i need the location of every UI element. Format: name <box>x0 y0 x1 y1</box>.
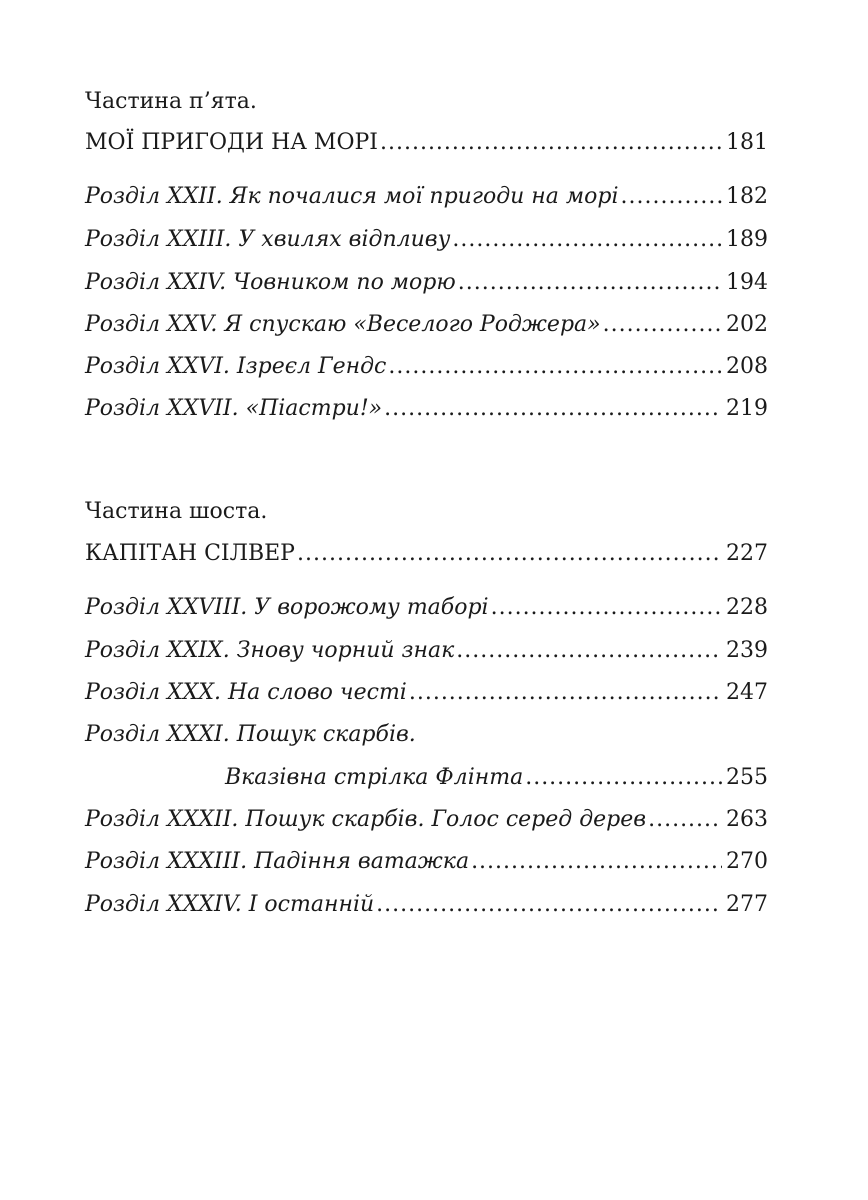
chapter-title: Розділ XXVI. Ізреєл Гендс <box>85 354 387 379</box>
page-number: 189 <box>726 227 768 252</box>
toc-entry <box>85 678 768 708</box>
dot-leader <box>525 763 722 793</box>
part-six-title-entry <box>85 539 768 569</box>
chapter-title-continuation: Вказівна стрілка Флінта <box>225 765 524 790</box>
chapter-title: Розділ XXII. Як почалися мої пригоди на морі <box>85 184 619 209</box>
dot-leader <box>458 268 722 298</box>
chapter-title: Розділ XXX. На слово честі <box>85 680 407 705</box>
dot-leader <box>388 352 722 382</box>
toc-entry <box>85 182 768 212</box>
page-number: 194 <box>726 270 768 295</box>
page-number: 202 <box>726 312 768 337</box>
dot-leader <box>380 128 722 158</box>
page-number: 247 <box>726 680 768 705</box>
toc-entry <box>225 763 768 793</box>
chapter-title: Розділ XXIV. Човником по морю <box>85 270 456 295</box>
table-of-contents <box>85 0 768 1200</box>
chapter-title: Розділ XXXIII. Падіння ватажка <box>85 849 470 874</box>
toc-entry <box>85 225 768 255</box>
chapter-title: Розділ XXXIV. І останній <box>85 892 375 917</box>
page-number: 239 <box>726 638 768 663</box>
toc-entry <box>85 394 768 424</box>
page-number: 182 <box>726 184 768 209</box>
chapter-title: Розділ XXIII. У хвилях відпливу <box>85 227 451 252</box>
dot-leader <box>452 225 722 255</box>
chapter-title: Розділ XXIX. Знову чорний знак <box>85 638 455 663</box>
dot-leader <box>491 593 722 623</box>
page-number: 270 <box>726 849 768 874</box>
dot-leader <box>456 636 722 666</box>
page-number: 255 <box>726 765 768 790</box>
dot-leader <box>409 678 722 708</box>
dot-leader <box>603 310 722 340</box>
part-five-label: Частина п’ята. <box>85 89 257 114</box>
toc-entry <box>85 636 768 666</box>
chapter-title: Розділ XXV. Я спускаю «Веселого Роджера» <box>85 312 601 337</box>
page-number: 263 <box>726 807 768 832</box>
chapter-title: Розділ XXVIII. У ворожому таборі <box>85 595 489 620</box>
page-number: 228 <box>726 595 768 620</box>
chapter-title: Розділ XXXII. Пошук скарбів. Голос серед дерев <box>85 807 647 832</box>
part-six-label: Частина шоста. <box>85 499 268 524</box>
dot-leader <box>376 890 722 920</box>
toc-entry <box>85 890 768 920</box>
toc-entry <box>85 847 768 877</box>
part-six-title: КАПІТАН СІЛВЕР <box>85 541 295 566</box>
toc-entry <box>85 593 768 623</box>
chapter-title: Розділ XXVII. «Піастри!» <box>85 396 383 421</box>
dot-leader <box>648 805 722 835</box>
chapter-title: Розділ XXXI. Пошук скарбів. <box>85 722 416 747</box>
toc-entry <box>85 310 768 340</box>
part-five-title: МОЇ ПРИГОДИ НА МОРІ <box>85 130 378 155</box>
page-number: 181 <box>726 130 768 155</box>
dot-leader <box>384 394 722 424</box>
page-number: 277 <box>726 892 768 917</box>
toc-entry <box>85 268 768 298</box>
dot-leader <box>297 539 722 569</box>
part-five-title-entry <box>85 128 768 158</box>
page-number: 208 <box>726 354 768 379</box>
toc-entry <box>85 805 768 835</box>
page-number: 219 <box>726 396 768 421</box>
page-number: 227 <box>726 541 768 566</box>
dot-leader <box>621 182 723 212</box>
toc-entry <box>85 352 768 382</box>
dot-leader <box>471 847 722 877</box>
